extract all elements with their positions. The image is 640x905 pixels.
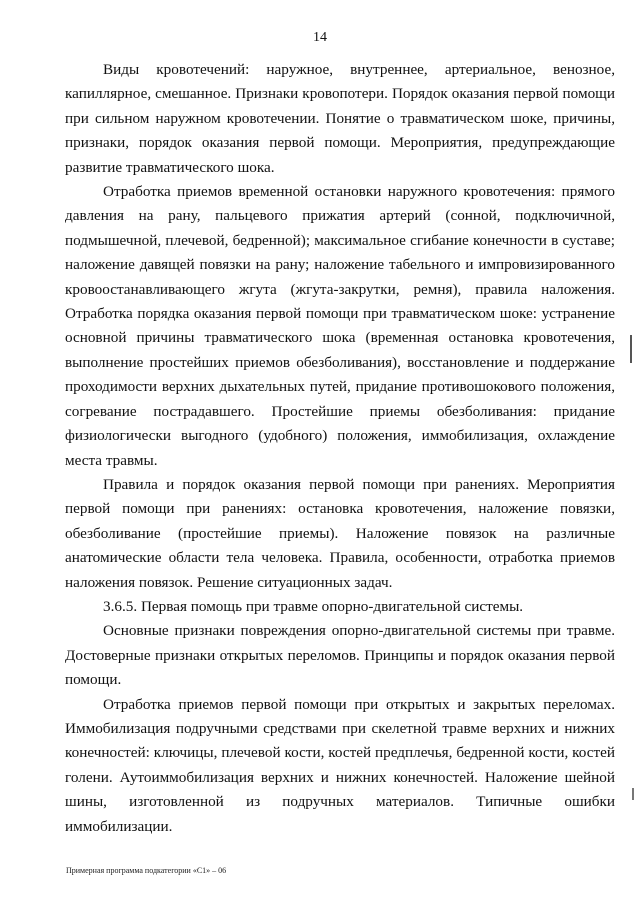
scan-margin-mark: [630, 335, 632, 363]
paragraph: Правила и порядок оказания первой помощи при ранениях. Мероприятия первой помощи при ранениях: остановка кровотечения, наложение повязки, обезболивание (простейшие приемы). Наложение повязок на различные анатомические области тела человека. Правила, особенности, отработка приемов наложения повязок. Решение ситуационных задач.: [65, 475, 615, 591]
paragraph: Виды кровотечений: наружное, внутреннее, артериальное, венозное, капиллярное, смешанное. Признаки кровопотери. Порядок оказания первой помощи при сильном наружном кровотечении. Понятие о травматическом шоке, причины, признаки, порядок оказания первой помощи. Мероприятия, предупреждающие развитие травматического шока.: [65, 61, 615, 176]
paragraph: Отработка приемов временной остановки наружного кровотечения: прямого давления на рану, пальцевого прижатия артерий (сонной, подключичной, подмышечной, плечевой, бедренной); максимальное сгибание конечности в суставе; наложение давящей повязки на рану; наложение табельного и импровизированного кровоостанавливающего жгута (жгута-закрутки, ремня), правила наложения. Отработка порядка оказания первой помощи при травматическом шоке: устранение основной причины травматического шока (временная остановка кровотечения, выполнение простейших приемов обезболивания), восстановление и поддержание проходимости верхних дыхательных путей, придание противошокового положения, согревание пострадавшего. Простейшие приемы обезболивания: придание физиологически выгодного (удобного) положения, иммобилизация, охлаждение места травмы.: [65, 183, 615, 469]
scan-margin-mark: [632, 788, 634, 800]
page-footer: Примерная программа подкатегории «C1» – 06: [66, 866, 227, 875]
paragraph: Основные признаки повреждения опорно-двигательной системы при травме. Достоверные признаки открытых переломов. Принципы и порядок оказания первой помощи.: [65, 622, 615, 689]
paragraph: Отработка приемов первой помощи при открытых и закрытых переломах. Иммобилизация подручными средствами при скелетной травме верхних и нижних конечностей: ключицы, плечевой кости, костей предплечья, бедренной кости, костей голени. Аутоиммобилизация верхних и нижних конечностей. Наложение шейной шины, изготовленной из подручных материалов. Типичные ошибки иммобилизации.: [65, 695, 615, 835]
document-body: [65, 58, 615, 839]
page-number: 14: [313, 30, 327, 45]
section-heading: 3.6.5. Первая помощь при травме опорно-двигательной системы.: [103, 597, 524, 615]
